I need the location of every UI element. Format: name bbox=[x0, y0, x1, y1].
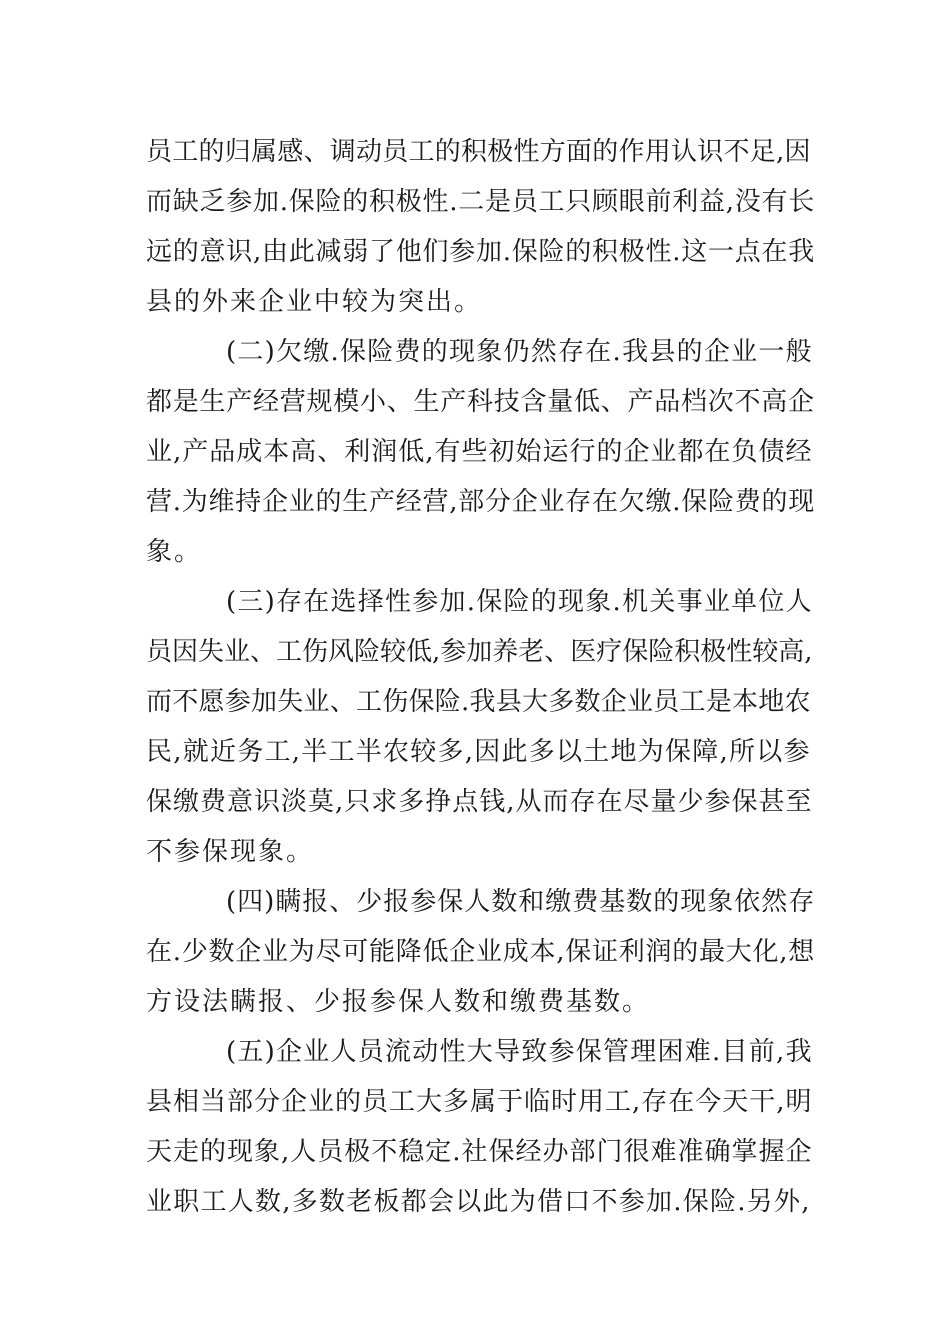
text-line: (三)存在选择性参加.保险的现象.机关事业单位人 bbox=[226, 587, 813, 617]
paragraph-4 bbox=[146, 877, 816, 1027]
text-line: 员因失业、工伤风险较低,参加养老、医疗保险积极性较高, bbox=[146, 637, 813, 667]
paragraph-1 bbox=[146, 127, 816, 327]
text-line: 象。 bbox=[146, 537, 203, 567]
text-line: 在.少数企业为尽可能降低企业成本,保证利润的最大化,想 bbox=[146, 937, 816, 967]
text-line: 营.为维持企业的生产经营,部分企业存在欠缴.保险费的现 bbox=[146, 487, 816, 517]
text-line: 都是生产经营规模小、生产科技含量低、产品档次不高企 bbox=[146, 387, 815, 417]
text-line: (五)企业人员流动性大导致参保管理困难.目前,我 bbox=[226, 1037, 813, 1067]
text-line: 天走的现象,人员极不稳定.社保经办部门很难准确掌握企 bbox=[146, 1137, 813, 1167]
text-line: (四)瞒报、少报参保人数和缴费基数的现象依然存 bbox=[226, 887, 816, 917]
text-line: 而不愿参加失业、工伤保险.我县大多数企业员工是本地农 bbox=[146, 687, 811, 717]
text-line: 不参保现象。 bbox=[146, 837, 315, 867]
text-line: 业,产品成本高、利润低,有些初始运行的企业都在负债经 bbox=[146, 437, 813, 467]
document-body bbox=[146, 127, 816, 1227]
text-line: 业职工人数,多数老板都会以此为借口不参加.保险.另外, bbox=[146, 1187, 811, 1217]
text-line: 方设法瞒报、少报参保人数和缴费基数。 bbox=[146, 987, 651, 1017]
text-line: 县的外来企业中较为突出。 bbox=[146, 287, 483, 317]
text-line: 远的意识,由此减弱了他们参加.保险的积极性.这一点在我 bbox=[146, 237, 816, 267]
text-line: 员工的归属感、调动员工的积极性方面的作用认识不足,因 bbox=[146, 137, 811, 167]
text-line: 而缺乏参加.保险的积极性.二是员工只顾眼前利益,没有长 bbox=[146, 187, 816, 217]
text-line: 民,就近务工,半工半农较多,因此多以土地为保障,所以参 bbox=[146, 737, 811, 767]
text-line: (二)欠缴.保险费的现象仍然存在.我县的企业一般 bbox=[226, 337, 813, 367]
text-line: 县相当部分企业的员工大多属于临时用工,存在今天干,明 bbox=[146, 1087, 813, 1117]
paragraph-5 bbox=[146, 1027, 816, 1227]
paragraph-2 bbox=[146, 327, 816, 577]
text-line: 保缴费意识淡莫,只求多挣点钱,从而存在尽量少参保甚至 bbox=[146, 787, 813, 817]
paragraph-3 bbox=[146, 577, 816, 877]
